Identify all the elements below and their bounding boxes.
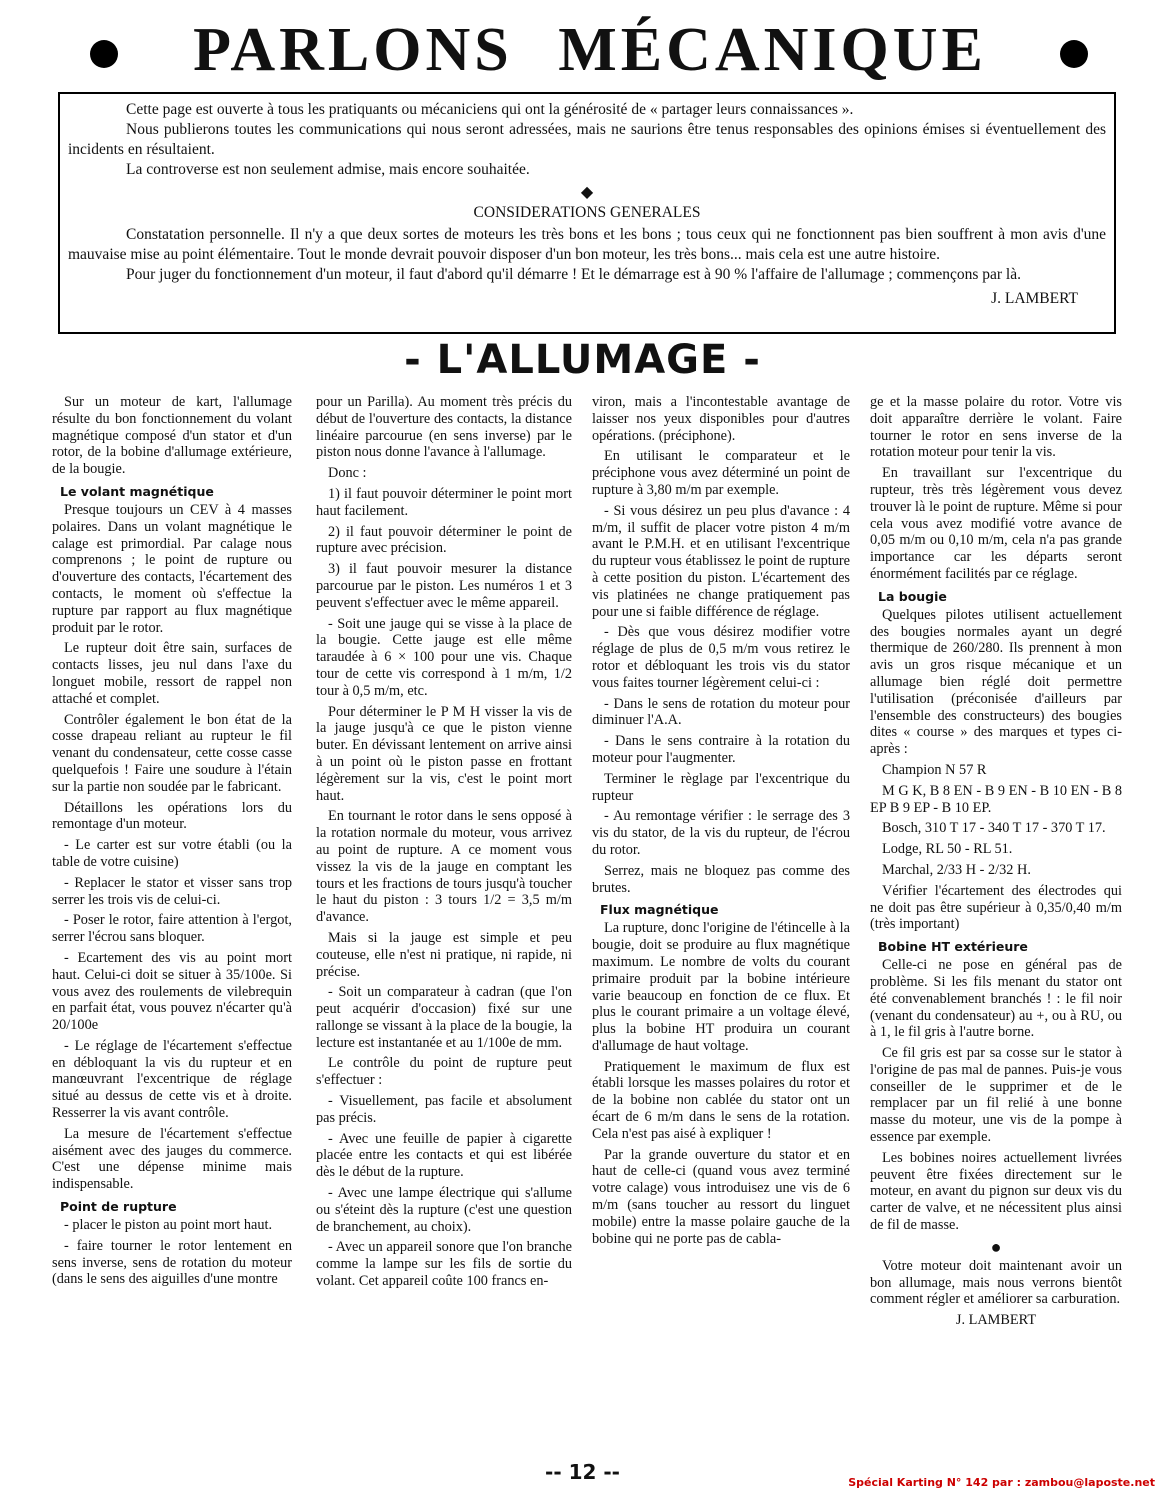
paragraph: - Replacer le stator et visser sans trop serrer les trois vis de celui-ci. [52, 874, 292, 908]
paragraph: Quelques pilotes utilisent actuellement des bougies normales ayant un degré thermique de 260/280. Ils prennent à mon avis un gros risque mécanique et un allumage bien réglé doit permettre l'utilisation (préconisée d'ailleurs par l'ensemble des constructeurs) des bougies dites « course » des marques et types ci-après : [870, 606, 1122, 758]
paragraph: - Au remontage vérifier : le serrage des 3 vis du stator, de la vis du rupteur, de l'écrou du rotor. [592, 808, 850, 858]
paragraph: Bosch, 310 T 17 - 340 T 17 - 370 T 17. [882, 820, 1106, 837]
paragraph: - Dans le sens de rotation du moteur pour diminuer l'A.A. [592, 695, 850, 729]
subheading: La bougie [878, 588, 947, 604]
paragraph: - Visuellement, pas facile et absolument pas précis. [316, 1093, 572, 1126]
section-title: CONSIDERATIONS GENERALES [473, 204, 701, 221]
paragraph: Détaillons les opérations lors du remontage d'un moteur. [52, 799, 292, 833]
paragraph: En tournant le rotor dans le sens opposé à la rotation normale du moteur, vous arrivez au point de rupture. A ce moment vous vissez la vis de la jauge en comptant les tours et les fractions de tours jusqu'à toucher le haut du piston : 3 tours 1/2 = 3,5 m/m d'avance. [316, 808, 572, 926]
paragraph: M G K, B 8 EN - B 9 EN - B 10 EN - B 8 EP B 9 EP - B 10 EP. [870, 782, 1122, 816]
paragraph: viron, mais a l'incontestable avantage de laisser nos yeux disponibles pour d'autres opérations. (préciphone). [592, 394, 850, 444]
paragraph: Vérifier l'écartement des électrodes qui ne doit pas être supérieur à 0,35/0,40 m/m (très important) [870, 882, 1122, 933]
article-title: - L'ALLUMAGE - [404, 337, 761, 383]
paragraph: Par la grande ouverture du stator et en haut de celle-ci (quand vous avez terminé votre calage) vous introduisez une vis de 6 m/m (sans toucher au ressort du linguet mobile) entre la masse polaire gauche de la bobine qui ne porte pas de cabla- [592, 1146, 850, 1247]
paragraph: Pratiquement le maximum de flux est établi lorsque les masses polaires du rotor et de la bobine non cablée du stator ont un écart de 6 m/m dans le sens de la rotation. Cela n'est pas aisé à expliquer ! [592, 1058, 850, 1142]
subheading: Flux magnétique [600, 902, 719, 918]
paragraph: - Avec une lampe électrique qui s'allume ou s'éteint dès la rupture (c'est une question de branchement, au choix). [316, 1185, 572, 1235]
paragraph: - Le réglage de l'écartement s'effectue en débloquant la vis du rupteur et en manœuvrant l'excentrique de réglage situé au dessus de cette vis et à droite. Resserrer la vis avant contrôle. [52, 1037, 292, 1122]
paragraph: Le contrôle du point de rupture peut s'effectuer : [316, 1055, 572, 1089]
paragraph: Ce fil gris est par sa cosse sur le stator à l'origine de pas mal de pannes. Puis-je vous conseiller de le supprimer et de le remplacer par un fil relié à une bonne masse du moteur, une vis de la pompe à essence par exemple. [870, 1045, 1122, 1146]
paragraph: Presque toujours un CEV à 4 masses polaires. Dans un volant magnétique le calage est primordial. Par calage nous comprenons ; le point de rupture ou d'ouverture des contacts, l'écartement des contacts, le moment où s'effectue la rupture par rapport au flux magnétique produit par le rotor. [52, 501, 292, 636]
paragraph: Marchal, 2/33 H - 2/32 H. [882, 861, 1031, 878]
paragraph: - placer le piston au point mort haut. [64, 1217, 273, 1234]
column-3 [592, 394, 850, 1251]
intro-paragraph: Cette page est ouverte à tous les pratiquants ou mécaniciens qui ont la générosité de « partager leurs connaissances ». [126, 101, 854, 118]
paragraph: 1) il faut pouvoir déterminer le point mort haut facilement. [316, 485, 572, 519]
column-4 [870, 394, 1122, 1333]
signature: J. LAMBERT [991, 290, 1078, 307]
paragraph: - Soit une jauge qui se visse à la place de la bougie. Cette jauge est elle même taraudée à 6 × 100 pour une vis. Chaque tour de cette vis correspond à 1 m/m, 1/2 tour à 0,5 m/m, etc. [316, 615, 572, 699]
intro-paragraph: Nous publierons toutes les communications qui nous seront adressées, mais ne saurions être tenus responsables des opinions émises si éventuellement des incidents en résultaient. [68, 121, 1106, 158]
paragraph: pour un Parilla). Au moment très précis du début de l'ouverture des contacts, la distance linéaire parcourue (en sens inverse) par le piston nous donne l'avance à l'allumage. [316, 394, 572, 461]
paragraph: Serrez, mais ne bloquez pas comme des brutes. [592, 862, 850, 896]
masthead [0, 14, 1165, 86]
paragraph: - Soit un comparateur à cadran (que l'on peut acquérir d'occasion) fixé sur une rallonge se vissant à la place de la bougie, la lecture est instantanée et au 1/100e de mm. [316, 984, 572, 1051]
paragraph: - faire tourner le rotor lentement en sens inverse, sens de rotation du moteur (dans le sens des aiguilles d'une montre [52, 1237, 292, 1288]
paragraph: Celle-ci ne pose en général pas de problème. Si les fils menant du stator ont été convenablement branchés ! : le fil noir (venant du condensateur) au +, ou à RU, ou à 1, le fil gris à l'autre borne. [870, 957, 1122, 1041]
subheading: Bobine HT extérieure [878, 939, 1028, 955]
paragraph: - Le carter est sur votre établi (ou la table de votre cuisine) [52, 837, 292, 870]
paragraph: En utilisant le comparateur et le préciphone vous avez déterminé un point de rupture à 3,80 m/m par exemple. [592, 448, 850, 498]
intro-paragraph: Constatation personnelle. Il n'y a que deux sortes de moteurs les très bons et les bons ; tous ceux qui ne fonctionnent pas bien souffrent à mon avis d'une mauvaise mise au point élémentaire. Tout le monde devrait pouvoir disposer d'un bon moteur, les très bons... mais cela est une autre histoire. [68, 226, 1106, 263]
paragraph: Champion N 57 R [882, 761, 987, 778]
paragraph: Le rupteur doit être sain, surfaces de contacts lisses, jeu nul dans l'axe du longuet mobile, ressort de rappel non attaché et complet. [52, 640, 292, 707]
intro-paragraph: Pour juger du fonctionnement d'un moteur, il faut d'abord qu'il démarre ! Et le démarrage est à 90 % l'affaire de l'allumage ; commençons par là. [126, 266, 1021, 283]
paragraph: 2) il faut pouvoir déterminer le point de rupture avec précision. [316, 523, 572, 557]
paragraph: - Dès que vous désirez modifier votre réglage de plus de 0,5 m/m vous retirez le rotor et débloquant les trois vis du stator vous faites tourner légèrement celui-ci : [592, 624, 850, 691]
paragraph: - Dans le sens contraire à la rotation du moteur pour l'augmenter. [592, 733, 850, 766]
paragraph: Les bobines noires actuellement livrées peuvent être fixées directement sur le moteur, en avant du pignon sur deux vis du carter de valve, et ne nécessitent plus ainsi de fil de masse. [870, 1149, 1122, 1234]
signature: J. LAMBERT [955, 1312, 1037, 1329]
paragraph: Votre moteur doit maintenant avoir un bon allumage, mais nous verrons bientôt comment régler et améliorer sa carburation. [870, 1257, 1122, 1308]
paragraph: En travaillant sur l'excentrique du rupteur, très très légèrement vous devez trouver là le point de rupture. Même si pour cela vous avez modifié votre avance de 0,05 m/m ou 0,10 m/m, cela n'a pas grande importance car les départs seront énormément facilités par ce réglage. [870, 465, 1122, 582]
paragraph: - Si vous désirez un peu plus d'avance : 4 m/m, il suffit de placer votre piston 4 m/m avant le P.M.H. et en utilisant l'excentrique du rupteur vous établissez le point de rupture à cette position du piston. L'écartement des vis platinées ne change pratiquement pas pour une si faible différence de réglage. [592, 502, 850, 620]
bullet-dot-icon: ● [990, 1236, 1002, 1257]
intro-box [58, 92, 1116, 334]
paragraph: ge et la masse polaire du rotor. Votre vis doit apparaître derrière le volant. Faire tourner le rotor en sens inverse de la rotation moteur pour tenir la vis. [870, 394, 1122, 461]
subheading: Le volant magnétique [60, 483, 214, 499]
intro-paragraph: La controverse est non seulement admise, mais encore souhaitée. [126, 161, 530, 178]
column-1 [52, 394, 292, 1292]
paragraph: 3) il faut pouvoir mesurer la distance parcourue par le piston. Les numéros 1 et 3 peuvent s'effectuer avec le même appareil. [316, 561, 572, 611]
bullet-dot-icon [1060, 40, 1088, 68]
paragraph: Mais si la jauge est simple et peu couteuse, elle n'est ni pratique, ni rapide, ni précise. [316, 929, 572, 980]
page-number: -- 12 -- [545, 1460, 620, 1484]
bullet-dot-icon [90, 40, 118, 68]
paragraph: La rupture, donc l'origine de l'étincelle à la bougie, doit se produire au flux magnétique maximum. Le nombre de volts du courant primaire produit par la bobine intérieure varie beaucoup en fonction de ce flux. Et plus le courant primaire a un voltage élevé, plus la bobine HT produira un courant d'allumage de haut voltage. [592, 920, 850, 1054]
paragraph: - Avec un appareil sonore que l'on branche comme la lampe sur les fils de sortie du volant. Cet appareil coûte 100 francs en- [316, 1239, 572, 1290]
paragraph: La mesure de l'écartement s'effectue aisément avec des jauges du commerce. C'est une dépense minime mais indispensable. [52, 1125, 292, 1193]
paragraph: Contrôler également le bon état de la cosse drapeau reliant au rupteur le fil venant du condensateur, cette cosse casse quelquefois ! Faire une soudure à l'étain sur la partie non soudée par le fabricant. [52, 711, 292, 795]
page-title: PARLONS MÉCANIQUE [193, 16, 987, 84]
paragraph: - Poser le rotor, faire attention à l'ergot, serrer l'écrou sans bloquer. [52, 912, 292, 946]
paragraph: Donc : [328, 465, 367, 482]
paragraph: Lodge, RL 50 - RL 51. [882, 841, 1013, 858]
paragraph: Sur un moteur de kart, l'allumage résulte du bon fonctionnement du volant magnétique composé d'un stator et d'un rotor, de la bobine d'allumage extérieure, de la bougie. [52, 394, 292, 478]
paragraph: - Avec une feuille de papier à cigarette placée entre les contacts et qui est libérée dès le début de la rupture. [316, 1130, 572, 1181]
paragraph: Pour déterminer le P M H visser la vis de la jauge jusqu'à ce que le piston vienne buter. En dévissant lentement on arrive ainsi à un point où le piston passe en frottant légèrement sur la vis, c'est le point mort haut. [316, 703, 572, 804]
scan-credit: Spécial Karting N° 142 par : zambou@laposte.net [848, 1476, 1155, 1489]
paragraph: - Ecartement des vis au point mort haut. Celui-ci doit se situer à 35/100e. Si vous avez des roulements de vilebrequin en parfait état, vous pouvez n'écarter qu'à 20/100e [52, 949, 292, 1034]
column-2 [316, 394, 572, 1294]
diamond-icon: ◆ [580, 184, 594, 201]
paragraph: Terminer le règlage par l'excentrique du rupteur [592, 770, 850, 804]
subheading: Point de rupture [60, 1199, 177, 1215]
